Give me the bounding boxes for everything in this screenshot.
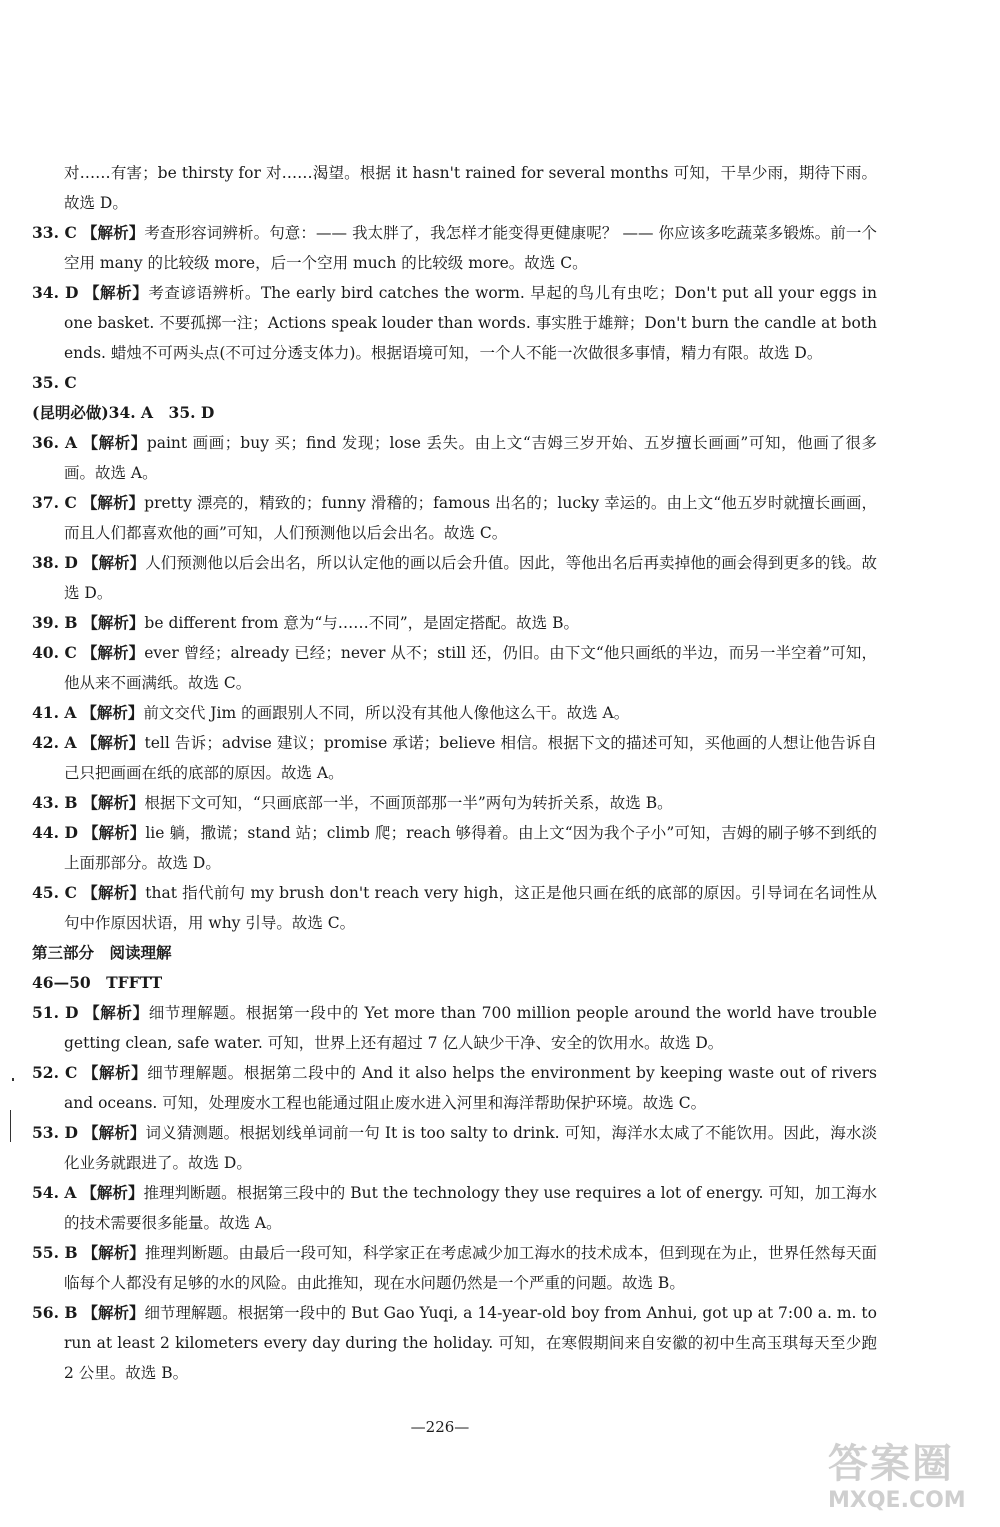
answer-text: 细节理解题。根据第二段中的 And it also helps the environment by keeping waste out of rivers and oceans. 可知，处理废水工程也能通过阻止废水进入河里和海洋帮助保护环境。故选 C。 [64, 1064, 877, 1112]
question-number: 55. B [32, 1243, 78, 1262]
answer-entry [32, 878, 877, 938]
answer-entry [32, 428, 877, 488]
analysis-tag: 【解析】 [83, 283, 149, 302]
analysis-tag: 【解析】 [82, 1063, 148, 1082]
watermark-logo [828, 1440, 993, 1525]
question-number: 42. A [32, 733, 77, 752]
answer-text: pretty 漂亮的，精致的；funny 滑稽的；famous 出名的；lucky 幸运的。由上文“他五岁时就擅长画画，而且人们都喜欢他的画”可知，人们预测他以后会出名。故选 C。 [64, 494, 877, 542]
question-number: 56. B [32, 1303, 78, 1322]
answer-text: 词义猜测题。根据划线单词前一句 It is too salty to drink. 可知，海洋水太咸了不能饮用。因此，海水淡化业务就跟进了。故选 D。 [64, 1124, 877, 1172]
answer-text: tell 告诉；advise 建议；promise 承诺；believe 相信。根据下文的描述可知，买他画的人想让他告诉自己只把画画在纸的底部的原因。故选 A。 [64, 734, 877, 782]
analysis-tag: 【解析】 [81, 643, 145, 662]
question-number: 51. D [32, 1003, 79, 1022]
answer-entry [32, 788, 877, 818]
analysis-tag: 【解析】 [81, 733, 145, 752]
analysis-tag: 【解析】 [81, 1183, 144, 1202]
analysis-tag: 【解析】 [82, 883, 146, 902]
answer-text: 前文交代 Jim 的画跟别人不同，所以没有其他人像他这么干。故选 A。 [143, 704, 630, 722]
analysis-tag: 【解析】 [83, 1123, 146, 1142]
answer-entry [32, 1058, 877, 1118]
answer-entry [32, 608, 877, 638]
watermark-text: 答案圈 [828, 1441, 954, 1487]
analysis-tag: 【解析】 [84, 1003, 149, 1022]
answer-entry [32, 548, 877, 608]
answer-text: 根据下文可知，“只画底部一半，不画顶部那一半”两句为转折关系，故选 B。 [144, 794, 673, 812]
watermark-url: MXQE.COM [828, 1488, 966, 1513]
question-number: 35. C [32, 373, 77, 392]
answer-entry [32, 1298, 877, 1388]
question-number: 43. B [32, 793, 78, 812]
question-number: 38. D [32, 553, 78, 572]
question-number: 44. D [32, 823, 78, 842]
analysis-tag: 【解析】 [82, 1303, 145, 1322]
question-number: (昆明必做)34. A 35. D [32, 403, 215, 422]
question-number: 34. D [32, 283, 79, 302]
question-number: 46—50 TFFTT [32, 973, 163, 992]
answer-entry [32, 278, 877, 368]
question-number: 36. A [32, 433, 77, 452]
answer-text: 细节理解题。根据第一段中的 Yet more than 700 million people around the world have trouble getting clean, safe water. 可知，世界上还有超过 7 亿人缺少干净、安全的饮用水。故选 D。 [64, 1004, 877, 1052]
question-number: 33. C [32, 223, 77, 242]
answer-entry [32, 818, 877, 878]
answer-entry [32, 998, 877, 1058]
analysis-tag: 【解析】 [82, 433, 147, 452]
analysis-tag: 【解析】 [81, 493, 145, 512]
analysis-tag: 【解析】 [82, 613, 145, 632]
answer-text: 推理判断题。由最后一段可知，科学家正在考虑减少加工海水的技术成本，但到现在为止，世界任然每天面临每个人都没有足够的水的风险。由此推知，现在水问题仍然是一个严重的问题。故选 B。 [64, 1244, 877, 1292]
analysis-tag: 【解析】 [82, 823, 146, 842]
answer-entry [32, 218, 877, 278]
answer-entry [32, 1118, 877, 1178]
answer-entry [32, 728, 877, 788]
answer-text: paint 画画；buy 买；find 发现；lose 丢失。由上文“吉姆三岁开始、五岁擅长画画”可知，他画了很多画。故选 A。 [64, 434, 877, 482]
question-number: 41. A [32, 703, 77, 722]
analysis-tag: 【解析】 [82, 1243, 145, 1262]
answer-text: 人们预测他以后会出名，所以认定他的画以后会升值。因此，等他出名后再卖掉他的画会得到更多的钱。故选 D。 [64, 554, 877, 602]
question-number: 40. C [32, 643, 77, 662]
answer-entry [32, 638, 877, 698]
answer-entry [32, 488, 877, 548]
question-number: 52. C [32, 1063, 78, 1082]
answer-text: 细节理解题。根据第一段中的 But Gao Yuqi, a 14-year-old boy from Anhui, got up at 7:00 a. m. to run at least 2 kilometers every day during the holiday. 可知，在寒假期间来自安徽的初中生高玉琪每天至少跑 2 公里。故选 B。 [64, 1304, 877, 1382]
analysis-tag: 【解析】 [81, 223, 145, 242]
question-number: 54. A [32, 1183, 77, 1202]
answer-text: 考查谚语辨析。The early bird catches the worm. 早起的鸟儿有虫吃；Don't put all your eggs in one basket. 不要孤掷一注；Actions speak louder than words. 事实胜于雄辩；Don't burn the candle at both ends. 蜡烛不可两头点(不可过分透支体力)。根据语境可知，一个人不能一次做很多事情，精力有限。故选 D。 [64, 284, 877, 362]
analysis-tag: 【解析】 [82, 553, 146, 572]
answer-text: be different from 意为“与……不同”，是固定搭配。故选 B。 [144, 614, 579, 632]
margin-mark [12, 1078, 14, 1081]
answer-entry [32, 398, 877, 428]
answer-entry [32, 1178, 877, 1238]
answer-entry [32, 698, 877, 728]
question-number: 39. B [32, 613, 78, 632]
answer-entry [32, 158, 877, 218]
margin-bar [10, 1110, 11, 1142]
answer-text: ever 曾经；already 已经；never 从不；still 还，仍旧。由下文“他只画纸的半边，而另一半空着”可知，他从来不画满纸。故选 C。 [64, 644, 877, 692]
answer-entry [32, 368, 877, 398]
analysis-tag: 【解析】 [82, 793, 145, 812]
answer-entry [32, 968, 877, 998]
answer-text: 推理判断题。根据第三段中的 But the technology they use requires a lot of energy. 可知，加工海水的技术需要很多能量。故选 A。 [64, 1184, 877, 1232]
section-heading: 第三部分 阅读理解 [32, 943, 172, 962]
answer-entry [32, 1238, 877, 1298]
analysis-tag: 【解析】 [81, 703, 144, 722]
answer-text: 考查形容词辨析。句意：—— 我太胖了，我怎样才能变得更健康呢？ —— 你应该多吃蔬菜多锻炼。前一个空用 many 的比较级 more，后一个空用 much 的比较级 more。故选 C。 [64, 224, 877, 272]
answer-text: 对……有害；be thirsty for 对……渴望。根据 it hasn't rained for several months 可知，干旱少雨，期待下雨。故选 D。 [64, 164, 877, 212]
question-number: 37. C [32, 493, 77, 512]
page-number: —226— [410, 1418, 470, 1436]
question-number: 53. D [32, 1123, 78, 1142]
answer-text: that 指代前句 my brush don't reach very high，这正是他只画在纸的底部的原因。引导词在名词性从句中作原因状语，用 why 引导。故选 C。 [64, 884, 877, 932]
answer-text: lie 躺，撒谎；stand 站；climb 爬；reach 够得着。由上文“因为我个子小”可知，吉姆的刷子够不到纸的上面那部分。故选 D。 [64, 824, 877, 872]
question-number: 45. C [32, 883, 77, 902]
answer-key-page [32, 158, 877, 1388]
